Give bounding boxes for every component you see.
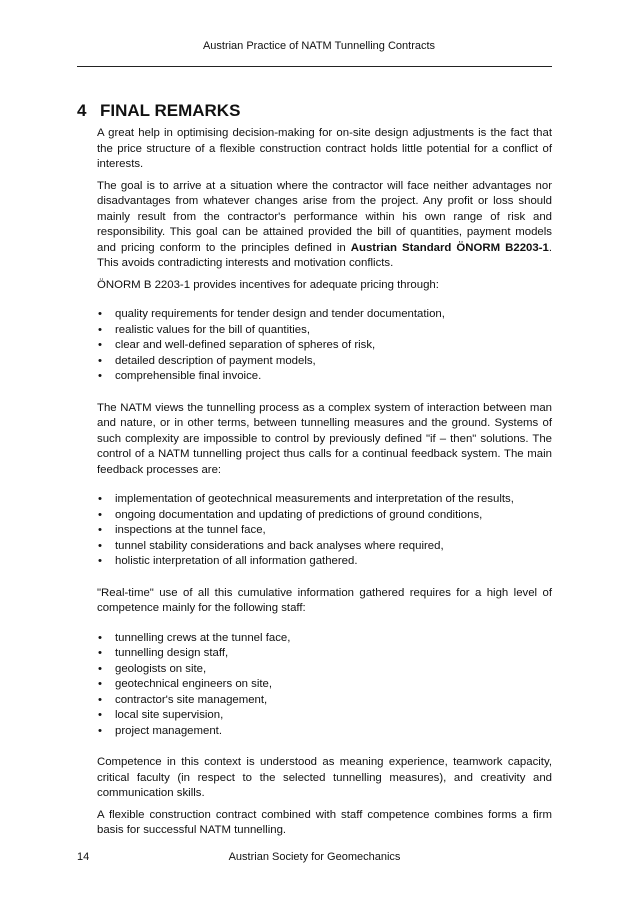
bullet-icon: • (98, 339, 102, 351)
list-item: • inspections at the tunnel face, (97, 523, 552, 539)
section-number: 4 (77, 101, 87, 120)
bullet-icon: • (98, 662, 102, 675)
bullet-icon: • (98, 524, 102, 536)
section-title: FINAL REMARKS (100, 101, 241, 120)
bullet-icon: • (98, 678, 102, 690)
bullet-icon: • (98, 308, 102, 320)
bullet-icon: • (98, 323, 102, 336)
list-item: • ongoing documentation and updating of predictions of ground conditions, (97, 508, 552, 524)
list-item: • geologists on site, (97, 662, 552, 678)
feedback-processes-list (97, 492, 552, 570)
list-item: • tunnelling crews at the tunnel face, (97, 631, 552, 647)
bullet-icon: • (98, 631, 102, 644)
body-content (97, 126, 552, 845)
list-item: • implementation of geotechnical measurements and interpretation of the results, (97, 492, 552, 508)
list-item: • detailed description of payment models, (97, 354, 552, 370)
list-item: • realistic values for the bill of quantities, (97, 323, 552, 339)
bullet-icon: • (98, 647, 102, 659)
list-item: • clear and well-defined separation of spheres of risk, (97, 338, 552, 354)
list-item: • tunnelling design staff, (97, 646, 552, 662)
list-item: • project management. (97, 724, 552, 740)
list-item: • contractor's site management, (97, 693, 552, 709)
paragraph-6: Competence in this context is understood as meaning experience, teamwork capacity, critical faculty (in respect to the selected tunnelling measures), and creativity and communication skills. (97, 756, 552, 799)
list-item: • tunnel stability considerations and back analyses where required, (97, 539, 552, 555)
section-heading (77, 101, 240, 121)
paragraph-1: A great help in optimising decision-making for on-site design adjustments is the fact that the price structure of a flexible construction contract holds little potential for a conflict of interests. (97, 127, 552, 170)
bullet-icon: • (98, 539, 102, 552)
paragraph-5: "Real-time" use of all this cumulative information gathered requires for a high level of competence mainly for the following staff: (97, 586, 552, 614)
list-item: • local site supervision, (97, 708, 552, 724)
page-number: 14 (77, 851, 90, 863)
paragraph-7: A flexible construction contract combined with staff competence combines forms a firm basis for successful NATM tunnelling. (97, 808, 552, 836)
bullet-icon: • (98, 370, 102, 382)
paragraph-3: ÖNORM B 2203-1 provides incentives for adequate pricing through: (97, 278, 439, 291)
standard-reference: Austrian Standard ÖNORM B2203-1 (350, 241, 549, 254)
list-item: • holistic interpretation of all information gathered. (97, 554, 552, 570)
list-item: • comprehensible final invoice. (97, 369, 552, 385)
paragraph-2-text-after: . This avoids contradicting interests and motivation conflicts. (97, 241, 552, 269)
header-rule (77, 66, 552, 67)
footer-organization: Austrian Society for Geomechanics (228, 851, 401, 863)
staff-list (97, 631, 552, 740)
paragraph-2 (97, 179, 552, 272)
list-item: • geotechnical engineers on site, (97, 677, 552, 693)
bullet-icon: • (98, 354, 102, 367)
bullet-icon: • (98, 724, 102, 737)
list-item: • quality requirements for tender design and tender documentation, (97, 307, 552, 323)
pricing-incentives-list (97, 307, 552, 385)
running-header: Austrian Practice of NATM Tunnelling Contracts (202, 40, 436, 52)
bullet-icon: • (98, 508, 102, 521)
paragraph-4: The NATM views the tunnelling process as a complex system of interaction between man and nature, or in other terms, between tunnelling measures and the ground. Systems of such complexity are impossible to control by previously defined "if – then" solutions. The control of a NATM tunnelling project thus calls for a continual feedback system. The main feedback processes are: (97, 401, 552, 476)
bullet-icon: • (98, 693, 102, 706)
paragraph-2-text-before: The goal is to arrive at a situation where the contractor will face neither advantages nor disadvantages from whatever changes arise from the project. Any profit or loss should mainly result from the contractor's performance within his own range of risk and responsibility. This goal can be attained provided the bill of quantities, payment models and pricing conform to the principles defined in (97, 179, 552, 254)
bullet-icon: • (98, 493, 102, 505)
bullet-icon: • (98, 555, 102, 567)
bullet-icon: • (98, 709, 102, 721)
